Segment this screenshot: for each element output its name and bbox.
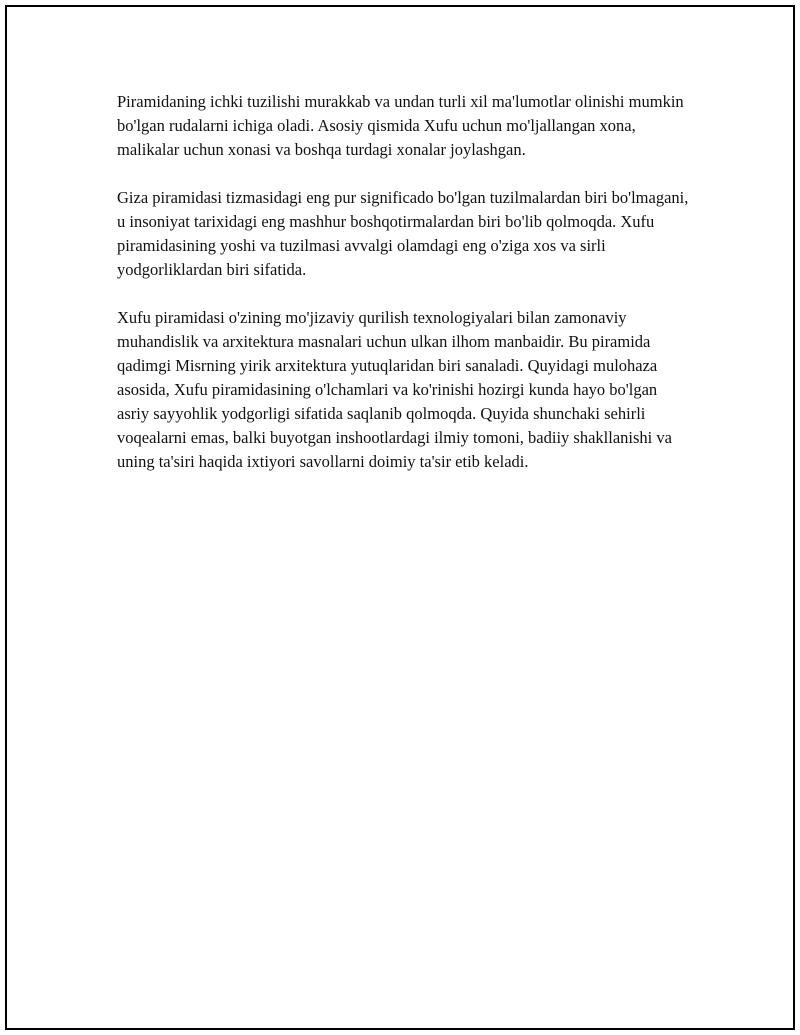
paragraph-3: Xufu piramidasi o'zining mo'jizaviy qurilish texnologiyalari bilan zamonaviy muhandislik va arxitektura masnalari uchun ulkan ilhom manbaidir. Bu piramida qadimgi Misrning yirik arxitektura yutuqlaridan biri sanaladi. Quyidagi mulohaza asosida, Xufu piramidasining o'lchamlari va ko'rinishi hozirgi kunda hayo bo'lgan asriy sayyohlik yodgorligi sifatida saqlanib qolmoqda. Quyida shunchaki sehirli voqealarni emas, balki buyotgan inshootlardagi ilmiy tomoni, badiiy shakllanishi va uning ta'siri haqida ixtiyori savollarni doimiy ta'sir etib keladi. — [117, 308, 672, 471]
paragraph-1: Piramidaning ichki tuzilishi murakkab va undan turli xil ma'lumotlar olinishi mumkin bo'lgan rudalarni ichiga oladi. Asosiy qismida Xufu uchun mo'ljallangan xona, malikalar uchun xonasi va boshqa turdagi xonalar joylashgan. — [117, 92, 684, 159]
paragraph-2: Giza piramidasi tizmasidagi eng pur significado bo'lgan tuzilmalardan biri bo'lmagani, u insoniyat tarixidagi eng mashhur boshqotirmalardan biri bo'lib qolmoqda. Xufu piramidasining yoshi va tuzilmasi avvalgi olamdagi eng o'ziga xos va sirli yodgorliklardan biri sifatida. — [117, 188, 689, 279]
document-body — [117, 90, 692, 498]
